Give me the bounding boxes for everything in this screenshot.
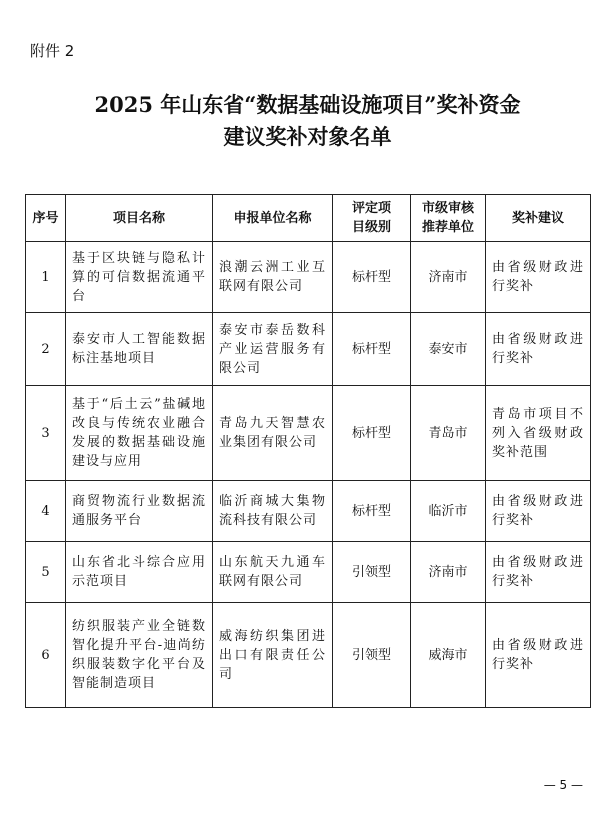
document-title-line1: 2025 年山东省“数据基础设施项目”奖补资金 (94, 92, 521, 117)
cell-project-name: 山东省北斗综合应用示范项目 (66, 542, 213, 603)
cell-project-name: 基于区块链与隐私计算的可信数据流通平台 (66, 242, 213, 313)
cell-award-suggestion: 由省级财政进行奖补 (486, 313, 591, 386)
cell-project-level: 引领型 (333, 542, 411, 603)
cell-award-suggestion: 由省级财政进行奖补 (486, 542, 591, 603)
cell-project-level: 标杆型 (333, 313, 411, 386)
table-row (26, 481, 591, 542)
cell-project-name: 基于“后土云”盐碱地改良与传统农业融合发展的数据基础设施建设与应用 (66, 386, 213, 481)
cell-applicant-unit: 青岛九天智慧农业集团有限公司 (213, 386, 333, 481)
table-row (26, 242, 591, 313)
cell-project-level: 标杆型 (333, 481, 411, 542)
cell-seq: 3 (26, 386, 66, 481)
cell-city: 青岛市 (411, 386, 486, 481)
table-row (26, 542, 591, 603)
cell-seq: 2 (26, 313, 66, 386)
cell-seq: 5 (26, 542, 66, 603)
cell-award-suggestion: 由省级财政进行奖补 (486, 242, 591, 313)
cell-city: 威海市 (411, 603, 486, 708)
cell-city: 济南市 (411, 242, 486, 313)
attachment-label: 附件 2 (30, 42, 75, 60)
cell-applicant-unit: 山东航天九通车联网有限公司 (213, 542, 333, 603)
cell-award-suggestion: 由省级财政进行奖补 (486, 481, 591, 542)
cell-award-suggestion: 青岛市项目不列入省级财政奖补范围 (486, 386, 591, 481)
header-seq: 序号 (26, 195, 66, 242)
cell-seq: 4 (26, 481, 66, 542)
table-header-row (26, 195, 591, 242)
header-city-recommender: 市级审核推荐单位 (411, 195, 486, 242)
header-applicant-unit: 申报单位名称 (213, 195, 333, 242)
cell-project-name: 纺织服装产业全链数智化提升平台-迪尚纺织服装数字化平台及智能制造项目 (66, 603, 213, 708)
cell-project-name: 商贸物流行业数据流通服务平台 (66, 481, 213, 542)
cell-city: 济南市 (411, 542, 486, 603)
document-title-line2: 建议奖补对象名单 (223, 124, 392, 149)
header-project-name: 项目名称 (66, 195, 213, 242)
cell-project-level: 标杆型 (333, 242, 411, 313)
cell-city: 泰安市 (411, 313, 486, 386)
cell-city: 临沂市 (411, 481, 486, 542)
award-list-table (25, 194, 591, 708)
cell-applicant-unit: 威海纺织集团进出口有限责任公司 (213, 603, 333, 708)
header-award-suggestion: 奖补建议 (486, 195, 591, 242)
cell-seq: 1 (26, 242, 66, 313)
cell-award-suggestion: 由省级财政进行奖补 (486, 603, 591, 708)
table-row (26, 603, 591, 708)
cell-applicant-unit: 浪潮云洲工业互联网有限公司 (213, 242, 333, 313)
cell-project-level: 标杆型 (333, 386, 411, 481)
cell-project-name: 泰安市人工智能数据标注基地项目 (66, 313, 213, 386)
header-project-level: 评定项目级别 (333, 195, 411, 242)
cell-project-level: 引领型 (333, 603, 411, 708)
table-row (26, 313, 591, 386)
cell-seq: 6 (26, 603, 66, 708)
table-row (26, 386, 591, 481)
cell-applicant-unit: 临沂商城大集物流科技有限公司 (213, 481, 333, 542)
page-number: — 5 — (543, 778, 583, 792)
cell-applicant-unit: 泰安市泰岳数科产业运营服务有限公司 (213, 313, 333, 386)
